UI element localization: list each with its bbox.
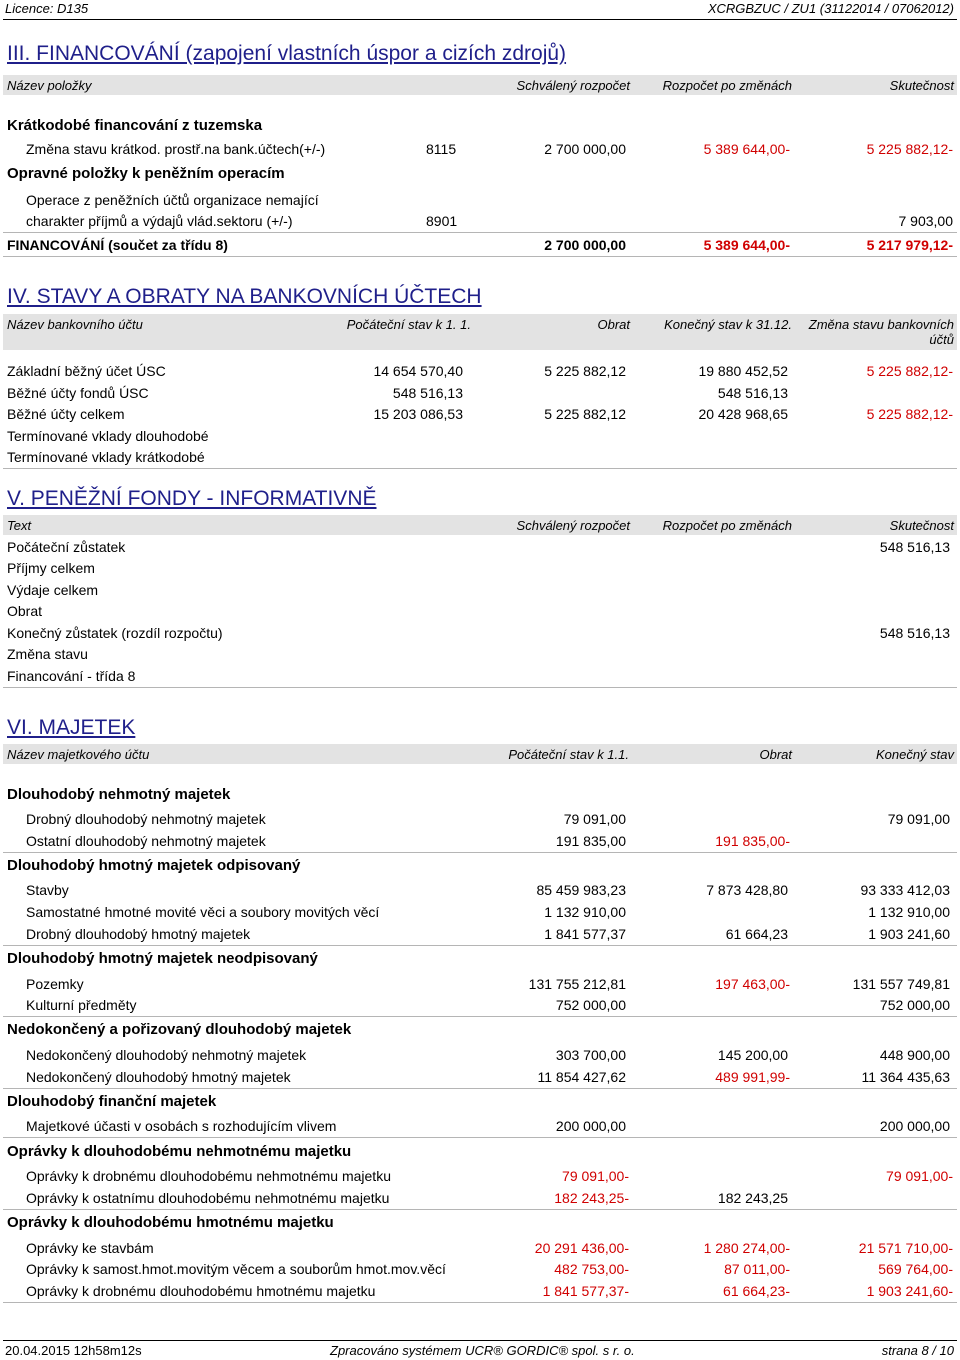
group-title: Dlouhodobý hmotný majetek odpisovaný [7, 857, 301, 874]
table-row: Financování - třída 8 [7, 668, 136, 684]
row-divider [3, 687, 957, 688]
document-code: XCRGBZUC / ZU1 (31122014 / 07062012) [707, 1, 954, 16]
row-divider [3, 1016, 957, 1017]
licence-label: Licence: D135 [5, 1, 89, 16]
table-row: Oprávky k drobnému dlouhodobému hmotnému majetku 1 841 577,37- 61 664,23- 1 903 241,60- [26, 1283, 953, 1299]
group-title: Opravné položky k peněžním operacím [7, 165, 285, 182]
footer-page: strana 8 / 10 [881, 1343, 954, 1358]
section-6-title: VI. MAJETEK [7, 716, 136, 739]
table-row: Nedokončený dlouhodobý nehmotný majetek 303 700,00 145 200,00 448 900,00 [26, 1047, 950, 1063]
section-3-title: III. FINANCOVÁNÍ (zapojení vlastních úspor a cizích zdrojů) [7, 42, 567, 65]
group-title: Oprávky k dlouhodobému hmotnému majetku [7, 1214, 334, 1231]
group-title: Dlouhodobý nehmotný majetek [7, 786, 231, 803]
section-6-column-header: Název majetkového účtu Počáteční stav k 1.1. Obrat Konečný stav [3, 744, 957, 764]
col-approved: Schválený rozpočet [516, 78, 630, 93]
table-row-label-line: Operace z peněžních účtů organizace nemající [26, 192, 319, 208]
table-row: Kulturní předměty 752 000,00 752 000,00 [26, 997, 950, 1013]
header-divider [3, 19, 957, 20]
group-title: Oprávky k dlouhodobému nehmotnému majetku [7, 1143, 352, 1160]
table-row: Běžné účty celkem 15 203 086,53 5 225 882,12 20 428 968,65 5 225 882,12- [7, 406, 953, 422]
col-adjusted: Rozpočet po změnách [662, 78, 792, 93]
section-4-column-header: Název bankovního účtu Počáteční stav k 1. 1. Obrat Konečný stav k 31.12. Změna stavu bankovních účtů [3, 314, 957, 350]
table-row: Drobný dlouhodobý hmotný majetek 1 841 577,37 61 664,23 1 903 241,60 [26, 926, 950, 942]
group-title: Krátkodobé financování z tuzemska [7, 117, 263, 134]
footer-divider [3, 1340, 957, 1341]
group-title: Dlouhodobý finanční majetek [7, 1093, 217, 1110]
section-5-column-header: Text Schválený rozpočet Rozpočet po změnách Skutečnost [3, 515, 957, 535]
table-row: Oprávky k ostatnímu dlouhodobému nehmotnému majetku 182 243,25- 182 243,25 [26, 1190, 788, 1206]
footer-date: 20.04.2015 12h58m12s [5, 1343, 142, 1358]
row-divider [3, 945, 957, 946]
table-row: Počáteční zůstatek 548 516,13 [7, 539, 950, 555]
row-divider [3, 256, 957, 257]
footer-system: Zpracováno systémem UCR® GORDIC® spol. s r. o. [330, 1343, 635, 1358]
table-row: Změna stavu krátkod. prostř.na bank.účtech(+/-) 8115 2 700 000,00 5 389 644,00- 5 225 882,12- [26, 141, 953, 157]
section-5-title: V. PENĚŽNÍ FONDY - INFORMATIVNĚ [7, 487, 377, 510]
table-row: Ostatní dlouhodobý nehmotný majetek 191 835,00 191 835,00- [26, 833, 790, 849]
row-divider [3, 232, 957, 233]
table-row: Obrat [7, 603, 43, 619]
col-actual: Skutečnost [889, 78, 954, 93]
table-row: Termínované vklady krátkodobé [7, 449, 205, 465]
row-divider [3, 1209, 957, 1210]
row-divider [3, 468, 957, 469]
table-row: Majetkové účasti v osobách s rozhodujícím vlivem 200 000,00 200 000,00 [26, 1118, 950, 1134]
table-row: Oprávky k samost.hmot.movitým věcem a souborům hmot.mov.věcí 482 753,00- 87 011,00- 569 764,00- [26, 1261, 953, 1277]
group-title: Nedokončený a pořizovaný dlouhodobý majetek [7, 1021, 352, 1038]
table-row: Stavby 85 459 983,23 7 873 428,80 93 333 412,03 [26, 882, 950, 898]
table-row: Nedokončený dlouhodobý hmotný majetek 11 854 427,62 489 991,99- 11 364 435,63 [26, 1069, 950, 1085]
table-row: Pozemky 131 755 212,81 197 463,00- 131 557 749,81 [26, 976, 950, 992]
table-row: Běžné účty fondů ÚSC 548 516,13 548 516,13 [7, 385, 788, 401]
table-row: Samostatné hmotné movité věci a soubory movitých věcí 1 132 910,00 1 132 910,00 [26, 904, 950, 920]
row-divider [3, 1137, 957, 1138]
col-name: Název položky [7, 78, 92, 93]
table-row: Termínované vklady dlouhodobé [7, 428, 209, 444]
section-4-title: IV. STAVY A OBRATY NA BANKOVNÍCH ÚČTECH [7, 285, 482, 308]
table-row: charakter příjmů a výdajů vlád.sektoru (+/-) 8901 7 903,00 [26, 213, 953, 229]
table-row: Příjmy celkem [7, 560, 95, 576]
table-row: Konečný zůstatek (rozdíl rozpočtu) 548 516,13 [7, 625, 950, 641]
table-row: Oprávky k drobnému dlouhodobému nehmotnému majetku 79 091,00- 79 091,00- [26, 1168, 953, 1184]
table-row: Základní běžný účet ÚSC 14 654 570,40 5 225 882,12 19 880 452,52 5 225 882,12- [7, 363, 953, 379]
total-row: FINANCOVÁNÍ (součet za třídu 8) 2 700 000,00 5 389 644,00- 5 217 979,12- [7, 237, 953, 253]
group-title: Dlouhodobý hmotný majetek neodpisovaný [7, 950, 318, 967]
row-divider [3, 852, 957, 853]
table-row: Výdaje celkem [7, 582, 99, 598]
section-3-column-header [3, 75, 957, 95]
row-divider [3, 1302, 957, 1303]
table-row: Změna stavu [7, 646, 88, 662]
row-divider [3, 1088, 957, 1089]
table-row: Oprávky ke stavbám 20 291 436,00- 1 280 274,00- 21 571 710,00- [26, 1240, 953, 1256]
table-row: Drobný dlouhodobý nehmotný majetek 79 091,00 79 091,00 [26, 811, 950, 827]
